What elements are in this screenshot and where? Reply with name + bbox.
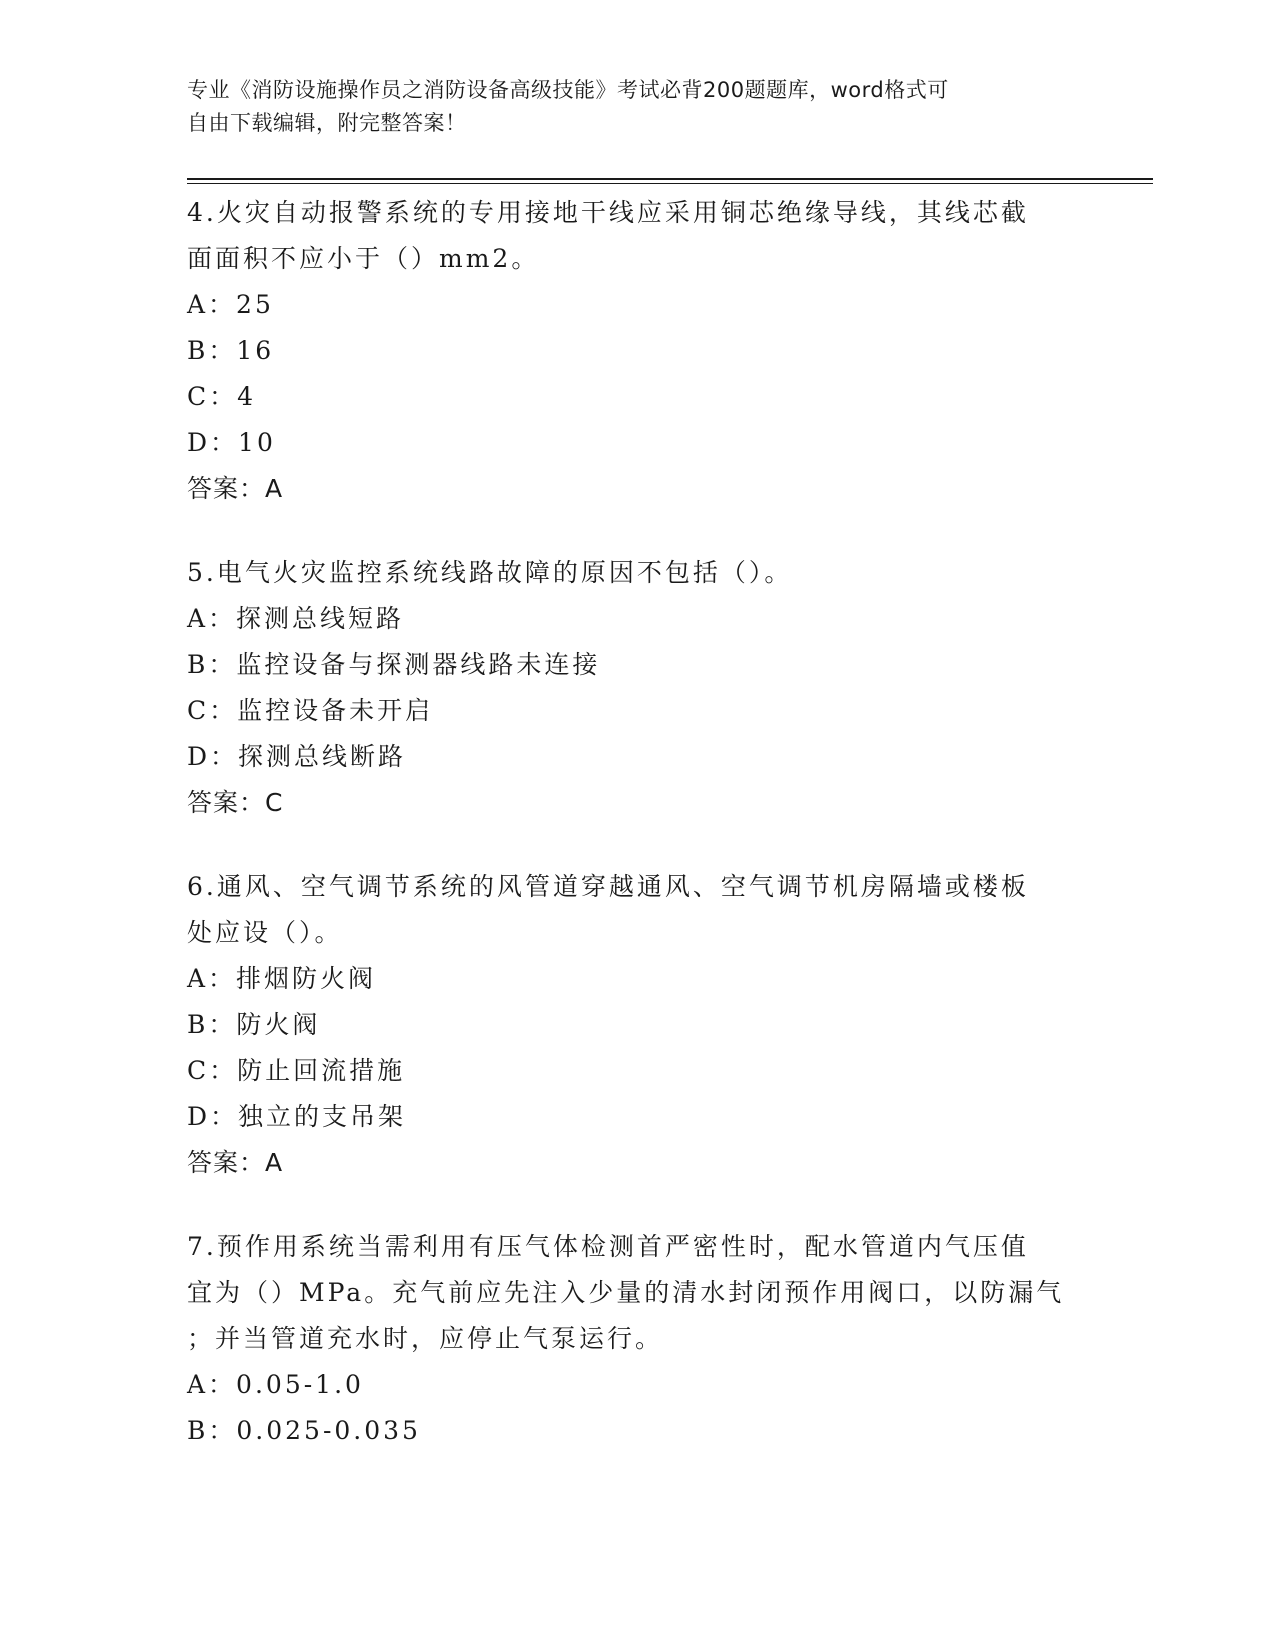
answer: 答案：C (187, 788, 284, 817)
option-a: A：排烟防火阀 (187, 964, 377, 993)
option-a: A：0.05-1.0 (187, 1370, 364, 1399)
stem-line: 6.通风、空气调节系统的风管道穿越通风、空气调节机房隔墙或楼板 (187, 872, 1029, 901)
question-4 (187, 190, 1087, 512)
header-line-2: 自由下载编辑，附完整答案！ (187, 111, 467, 135)
question-list (187, 190, 1087, 1492)
stem-line: 宜为（）MPa。充气前应先注入少量的清水封闭预作用阀口，以防漏气 (187, 1278, 1065, 1307)
stem-line: 4.火灾自动报警系统的专用接地干线应采用铜芯绝缘导线，其线芯截 (187, 198, 1029, 227)
stem-line: 面面积不应小于（）mm2。 (187, 244, 540, 273)
option-c: C：监控设备未开启 (187, 696, 434, 725)
header-line-1: 专业《消防设施操作员之消防设备高级技能》考试必背200题题库，word格式可 (187, 78, 949, 102)
question-stem (187, 550, 1087, 596)
header-divider-thick (187, 178, 1153, 180)
stem-line: ；并当管道充水时，应停止气泵运行。 (187, 1324, 664, 1353)
option-b: B：0.025-0.035 (187, 1416, 421, 1445)
document-header (187, 74, 1067, 140)
question-7 (187, 1224, 1087, 1454)
question-stem (187, 1224, 1087, 1362)
option-d: D：独立的支吊架 (187, 1102, 407, 1131)
option-d: D：10 (187, 428, 276, 457)
option-b: B：防火阀 (187, 1010, 321, 1039)
header-divider-thin (187, 183, 1153, 184)
option-a: A：25 (187, 290, 274, 319)
answer: 答案：A (187, 1148, 284, 1177)
question-stem (187, 864, 1087, 956)
option-c: C：4 (187, 382, 257, 411)
question-5 (187, 550, 1087, 826)
option-a: A：探测总线短路 (187, 604, 405, 633)
stem-line: 5.电气火灾监控系统线路故障的原因不包括（）。 (187, 558, 793, 587)
option-b: B：监控设备与探测器线路未连接 (187, 650, 601, 679)
stem-line: 7.预作用系统当需利用有压气体检测首严密性时，配水管道内气压值 (187, 1232, 1029, 1261)
option-b: B：16 (187, 336, 275, 365)
question-6 (187, 864, 1087, 1186)
option-d: D：探测总线断路 (187, 742, 407, 771)
stem-line: 处应设（）。 (187, 918, 343, 947)
option-c: C：防止回流措施 (187, 1056, 406, 1085)
question-stem (187, 190, 1087, 282)
answer: 答案：A (187, 474, 284, 503)
